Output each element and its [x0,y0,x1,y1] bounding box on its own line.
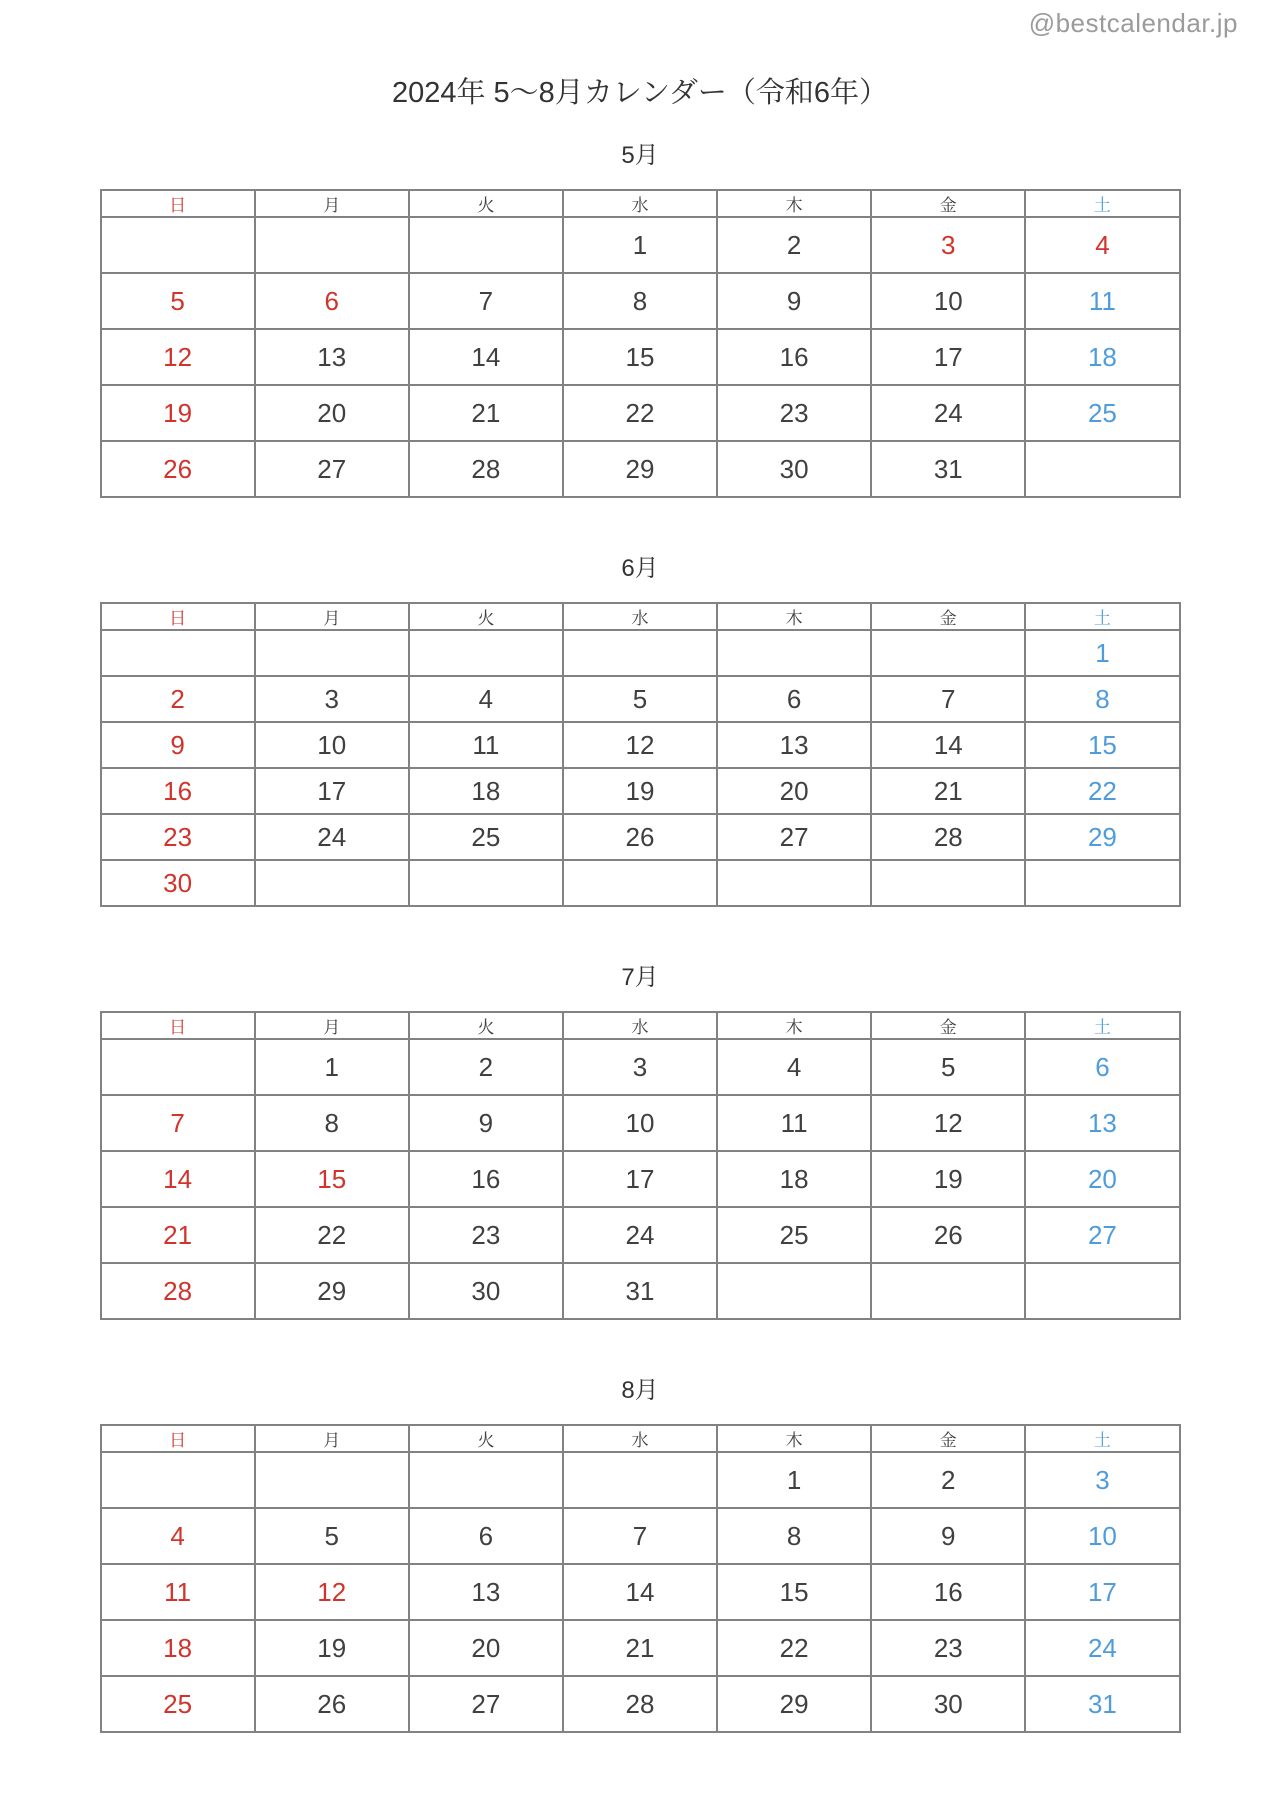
empty-day-cell [1025,441,1179,497]
day-cell: 4 [101,1508,255,1564]
week-row [101,676,1180,722]
weekday-header-sat: 土 [1025,190,1179,217]
weekday-header-sun: 日 [101,190,255,217]
weekday-header-wed: 水 [563,1425,717,1452]
day-cell: 7 [101,1095,255,1151]
day-cell: 22 [255,1207,409,1263]
empty-day-cell [101,217,255,273]
day-cell: 18 [1025,329,1179,385]
calendar-table [100,1424,1181,1733]
day-cell: 29 [563,441,717,497]
day-cell: 4 [717,1039,871,1095]
day-cell: 21 [101,1207,255,1263]
day-cell: 27 [717,814,871,860]
day-cell: 27 [1025,1207,1179,1263]
day-cell: 29 [1025,814,1179,860]
day-cell: 13 [409,1564,563,1620]
day-cell: 13 [1025,1095,1179,1151]
month-section [0,957,1280,1320]
weekday-header-wed: 水 [563,1012,717,1039]
day-cell: 17 [563,1151,717,1207]
day-cell: 31 [871,441,1025,497]
day-cell: 17 [871,329,1025,385]
day-cell: 29 [255,1263,409,1319]
day-cell: 1 [717,1452,871,1508]
day-cell: 31 [1025,1676,1179,1732]
month-title: 6月 [621,555,659,582]
day-cell: 16 [409,1151,563,1207]
weekday-header-fri: 金 [871,1425,1025,1452]
day-cell: 8 [255,1095,409,1151]
day-cell: 28 [871,814,1025,860]
day-cell: 25 [409,814,563,860]
day-cell: 26 [101,441,255,497]
day-cell: 23 [717,385,871,441]
week-row [101,860,1180,906]
empty-day-cell [717,860,871,906]
weekday-header-sun: 日 [101,603,255,630]
weekday-header-tue: 火 [409,603,563,630]
day-cell: 18 [717,1151,871,1207]
day-cell: 18 [101,1620,255,1676]
day-cell: 24 [871,385,1025,441]
week-row [101,1039,1180,1095]
day-cell: 23 [871,1620,1025,1676]
day-cell: 22 [1025,768,1179,814]
week-row [101,1263,1180,1319]
day-cell: 28 [563,1676,717,1732]
week-row [101,814,1180,860]
day-cell: 10 [1025,1508,1179,1564]
day-cell: 2 [871,1452,1025,1508]
day-cell: 15 [1025,722,1179,768]
day-cell: 12 [871,1095,1025,1151]
empty-day-cell [717,1263,871,1319]
day-cell: 12 [563,722,717,768]
weekday-header-tue: 火 [409,1012,563,1039]
empty-day-cell [255,630,409,676]
empty-day-cell [409,860,563,906]
month-title: 5月 [621,142,659,169]
week-row [101,1620,1180,1676]
day-cell: 15 [255,1151,409,1207]
day-cell: 26 [871,1207,1025,1263]
empty-day-cell [563,860,717,906]
weekday-header-sat: 土 [1025,1012,1179,1039]
day-cell: 10 [871,273,1025,329]
day-cell: 9 [409,1095,563,1151]
day-cell: 5 [871,1039,1025,1095]
empty-day-cell [101,1039,255,1095]
day-cell: 5 [101,273,255,329]
day-cell: 5 [563,676,717,722]
day-cell: 17 [1025,1564,1179,1620]
day-cell: 10 [563,1095,717,1151]
day-cell: 28 [101,1263,255,1319]
day-cell: 19 [255,1620,409,1676]
day-cell: 7 [871,676,1025,722]
weekday-header-fri: 金 [871,190,1025,217]
weekday-header-row [101,190,1180,217]
day-cell: 21 [871,768,1025,814]
month-section [0,548,1280,907]
day-cell: 14 [101,1151,255,1207]
day-cell: 27 [409,1676,563,1732]
weekday-header-mon: 月 [255,1012,409,1039]
day-cell: 3 [255,676,409,722]
day-cell: 11 [409,722,563,768]
week-row [101,630,1180,676]
day-cell: 18 [409,768,563,814]
page-title: 2024年 5〜8月カレンダー（令和6年） [391,77,889,109]
day-cell: 11 [101,1564,255,1620]
day-cell: 8 [1025,676,1179,722]
day-cell: 24 [1025,1620,1179,1676]
day-cell: 20 [255,385,409,441]
day-cell: 7 [409,273,563,329]
day-cell: 14 [871,722,1025,768]
weekday-header-thu: 木 [717,603,871,630]
day-cell: 30 [717,441,871,497]
empty-day-cell [563,1452,717,1508]
weekday-header-sat: 土 [1025,1425,1179,1452]
week-row [101,1508,1180,1564]
day-cell: 6 [1025,1039,1179,1095]
month-section [0,135,1280,498]
weekday-header-thu: 木 [717,1425,871,1452]
week-row [101,1452,1180,1508]
week-row [101,1564,1180,1620]
day-cell: 2 [717,217,871,273]
day-cell: 16 [101,768,255,814]
empty-day-cell [1025,860,1179,906]
day-cell: 29 [717,1676,871,1732]
day-cell: 24 [255,814,409,860]
empty-day-cell [871,630,1025,676]
day-cell: 26 [255,1676,409,1732]
day-cell: 15 [717,1564,871,1620]
empty-day-cell [409,1452,563,1508]
week-row [101,722,1180,768]
day-cell: 16 [717,329,871,385]
day-cell: 6 [409,1508,563,1564]
day-cell: 25 [101,1676,255,1732]
weekday-header-tue: 火 [409,1425,563,1452]
months-container [0,135,1280,1733]
day-cell: 16 [871,1564,1025,1620]
day-cell: 4 [1025,217,1179,273]
day-cell: 10 [255,722,409,768]
week-row [101,441,1180,497]
day-cell: 13 [255,329,409,385]
weekday-header-sun: 日 [101,1425,255,1452]
day-cell: 19 [563,768,717,814]
day-cell: 2 [409,1039,563,1095]
empty-day-cell [563,630,717,676]
week-row [101,1151,1180,1207]
watermark: @bestcalendar.jp [1028,8,1238,38]
day-cell: 14 [563,1564,717,1620]
weekday-header-thu: 木 [717,1012,871,1039]
week-row [101,385,1180,441]
week-row [101,217,1180,273]
day-cell: 27 [255,441,409,497]
empty-day-cell [871,860,1025,906]
weekday-header-row [101,603,1180,630]
weekday-header-fri: 金 [871,1012,1025,1039]
day-cell: 6 [255,273,409,329]
day-cell: 30 [871,1676,1025,1732]
day-cell: 20 [409,1620,563,1676]
calendar-table [100,1011,1181,1320]
day-cell: 11 [717,1095,871,1151]
day-cell: 4 [409,676,563,722]
day-cell: 12 [101,329,255,385]
day-cell: 14 [409,329,563,385]
weekday-header-sun: 日 [101,1012,255,1039]
day-cell: 19 [101,385,255,441]
day-cell: 28 [409,441,563,497]
empty-day-cell [255,217,409,273]
day-cell: 11 [1025,273,1179,329]
day-cell: 23 [409,1207,563,1263]
empty-day-cell [255,1452,409,1508]
empty-day-cell [409,630,563,676]
empty-day-cell [101,1452,255,1508]
month-title: 7月 [621,964,659,991]
day-cell: 1 [563,217,717,273]
day-cell: 15 [563,329,717,385]
calendar-table [100,189,1181,498]
empty-day-cell [871,1263,1025,1319]
day-cell: 12 [255,1564,409,1620]
day-cell: 3 [563,1039,717,1095]
weekday-header-tue: 火 [409,190,563,217]
week-row [101,1207,1180,1263]
empty-day-cell [1025,1263,1179,1319]
day-cell: 21 [409,385,563,441]
day-cell: 17 [255,768,409,814]
empty-day-cell [409,217,563,273]
week-row [101,768,1180,814]
day-cell: 26 [563,814,717,860]
day-cell: 9 [871,1508,1025,1564]
day-cell: 5 [255,1508,409,1564]
weekday-header-sat: 土 [1025,603,1179,630]
day-cell: 31 [563,1263,717,1319]
month-title: 8月 [621,1377,659,1404]
day-cell: 3 [871,217,1025,273]
empty-day-cell [717,630,871,676]
day-cell: 20 [1025,1151,1179,1207]
day-cell: 22 [563,385,717,441]
day-cell: 9 [101,722,255,768]
empty-day-cell [255,860,409,906]
day-cell: 24 [563,1207,717,1263]
week-row [101,1095,1180,1151]
weekday-header-fri: 金 [871,603,1025,630]
day-cell: 8 [563,273,717,329]
day-cell: 25 [717,1207,871,1263]
day-cell: 30 [101,860,255,906]
day-cell: 7 [563,1508,717,1564]
empty-day-cell [101,630,255,676]
weekday-header-row [101,1425,1180,1452]
day-cell: 1 [1025,630,1179,676]
day-cell: 22 [717,1620,871,1676]
weekday-header-thu: 木 [717,190,871,217]
week-row [101,1676,1180,1732]
week-row [101,329,1180,385]
weekday-header-wed: 水 [563,190,717,217]
day-cell: 2 [101,676,255,722]
day-cell: 1 [255,1039,409,1095]
day-cell: 6 [717,676,871,722]
day-cell: 30 [409,1263,563,1319]
weekday-header-mon: 月 [255,190,409,217]
month-section [0,1370,1280,1733]
weekday-header-mon: 月 [255,1425,409,1452]
week-row [101,273,1180,329]
calendar-table [100,602,1181,907]
day-cell: 23 [101,814,255,860]
day-cell: 9 [717,273,871,329]
day-cell: 13 [717,722,871,768]
weekday-header-row [101,1012,1180,1039]
day-cell: 8 [717,1508,871,1564]
day-cell: 19 [871,1151,1025,1207]
day-cell: 25 [1025,385,1179,441]
day-cell: 21 [563,1620,717,1676]
day-cell: 20 [717,768,871,814]
weekday-header-mon: 月 [255,603,409,630]
weekday-header-wed: 水 [563,603,717,630]
day-cell: 3 [1025,1452,1179,1508]
